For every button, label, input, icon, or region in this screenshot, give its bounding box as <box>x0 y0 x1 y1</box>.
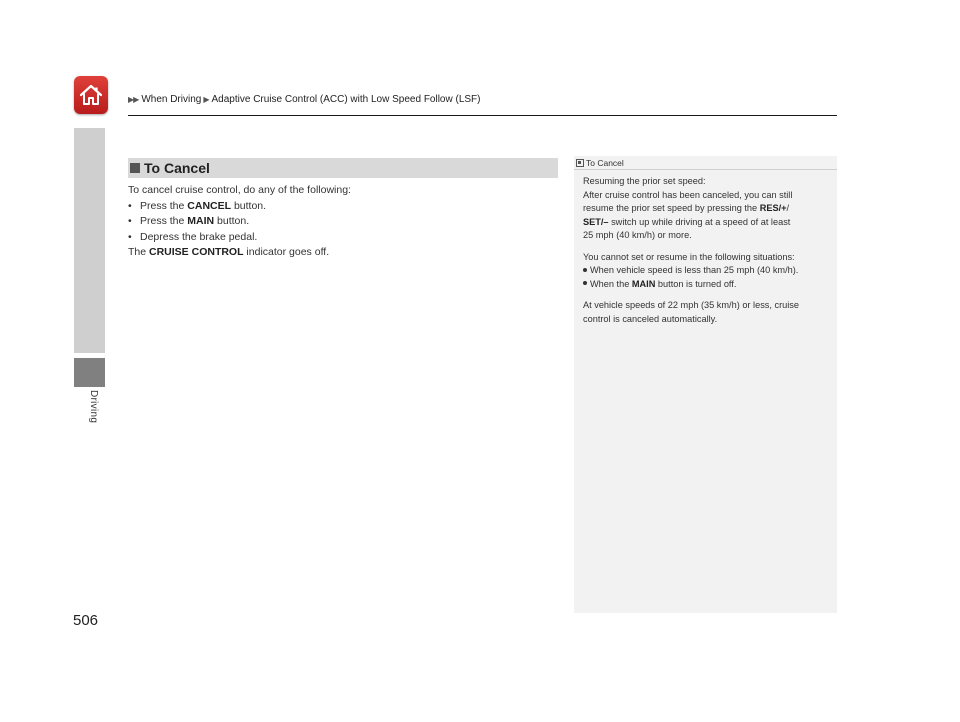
bullet-icon: • <box>128 215 132 227</box>
side-tab-upper <box>74 128 105 353</box>
auto-cancel-note: At vehicle speeds of 22 mph (35 km/h) or less, cruise control is canceled automatically. <box>583 300 800 324</box>
header-rule <box>128 115 837 116</box>
section-heading <box>128 158 558 178</box>
note-sidebar <box>574 156 837 613</box>
bullet-icon: • <box>128 199 132 212</box>
section-square-icon <box>130 163 140 173</box>
breadcrumb-item-when-driving[interactable]: When Driving <box>141 94 202 105</box>
section-title: To Cancel <box>144 160 210 176</box>
list-item: • Depress the brake pedal. <box>128 230 558 246</box>
bullet-icon <box>583 268 587 272</box>
bullet-icon: • <box>128 230 132 243</box>
breadcrumb-item-acc[interactable]: Adaptive Cruise Control (ACC) with Low Speed Follow (LSF) <box>211 94 481 105</box>
side-tab-label: Driving <box>88 390 99 424</box>
resume-note: Resuming the prior set speed: After cruise control has been canceled, you can still resume the prior set speed by pressing the RES/+/ SET/– switch up while driving at a speed of at least 25 mph (40 km/h) or more. <box>583 176 793 240</box>
list-item: • Press the MAIN button. <box>128 214 558 230</box>
list-item: • Press the CANCEL button. <box>128 199 558 215</box>
page-number: 506 <box>73 612 99 629</box>
side-tab-driving-marker[interactable] <box>74 358 105 387</box>
bullet-icon <box>583 281 587 285</box>
main-content <box>128 183 558 261</box>
result-text: The CRUISE CONTROL indicator goes off. <box>128 246 330 258</box>
list-item: When vehicle speed is less than 25 mph (40 km/h). <box>583 264 829 278</box>
breadcrumb <box>128 94 481 105</box>
home-button[interactable] <box>74 76 108 114</box>
arrow-icon: ▶ <box>203 95 209 104</box>
sidebar-title: To Cancel <box>586 157 624 168</box>
reference-icon <box>576 159 584 167</box>
double-arrow-icon: ▶▶ <box>128 95 139 104</box>
sidebar-heading <box>574 156 837 170</box>
list-item: When the MAIN button is turned off. <box>583 278 829 292</box>
intro-text: To cancel cruise control, do any of the following: <box>128 184 351 196</box>
cannot-set-note: You cannot set or resume in the following situations: When vehicle speed is less than 25 mph (40 km/h). When the MAIN button is turned off. <box>583 251 829 292</box>
home-icon <box>78 82 104 108</box>
